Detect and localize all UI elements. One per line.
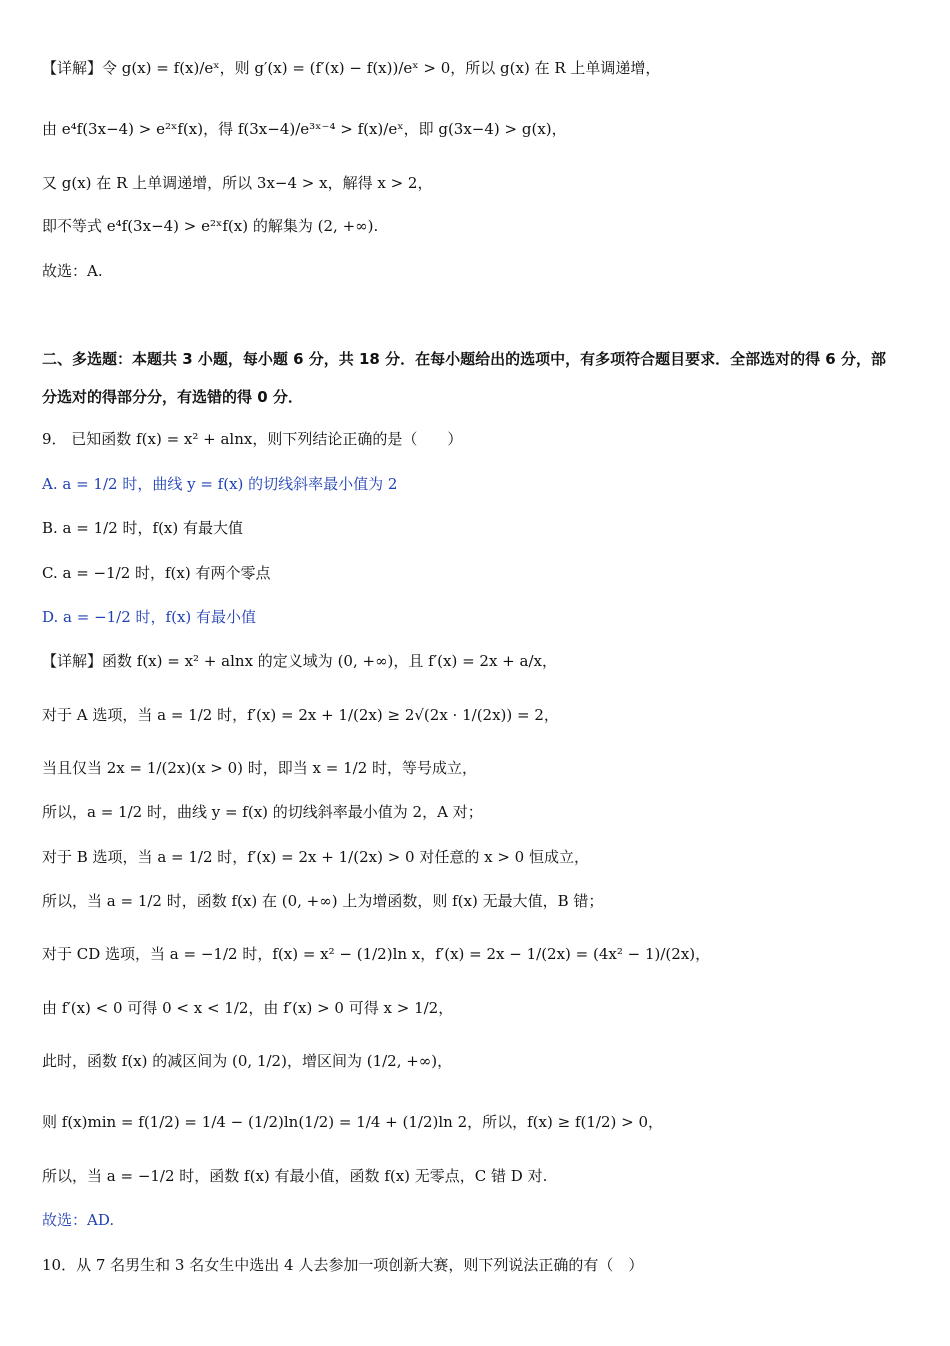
solution-line-7: 对于 CD 选项，当 a = −1/2 时，f(x) = x² − (1/2)ln x，f′(x) = 2x − 1/(2x) = (4x² − 1)/(2x)，: [42, 945, 711, 963]
section-heading-line-2: 分选对的得部分分，有选错的得 0 分．: [42, 388, 303, 406]
solution-line-2: 对于 A 选项，当 a = 1/2 时，f′(x) = 2x + 1/(2x) ≥ 2√(2x · 1/(2x)) = 2，: [42, 706, 559, 724]
solution-line-9: 此时，函数 f(x) 的减区间为 (0, 1/2)，增区间为 (1/2, +∞)，: [42, 1052, 453, 1070]
solution-line-1: 【详解】函数 f(x) = x² + alnx 的定义域为 (0, +∞)，且 f′(x) = 2x + a/x，: [42, 652, 557, 670]
solution-line-5: 对于 B 选项，当 a = 1/2 时，f′(x) = 2x + 1/(2x) > 0 对任意的 x > 0 恒成立，: [42, 848, 589, 866]
prev-solution-line-3: 又 g(x) 在 R 上单调递增，所以 3x−4 > x，解得 x > 2，: [42, 174, 433, 192]
solution-line-3: 当且仅当 2x = 1/(2x)(x > 0) 时，即当 x = 1/2 时，等号成立，: [42, 759, 478, 777]
solution-line-6: 所以，当 a = 1/2 时，函数 f(x) 在 (0, +∞) 上为增函数，则 f(x) 无最大值，B 错；: [42, 892, 604, 910]
section-heading-line-1: 二、多选题：本题共 3 小题，每小题 6 分，共 18 分．在每小题给出的选项中，有多项符合题目要求．全部选对的得 6 分，部: [42, 350, 886, 368]
solution-line-10: 则 f(x)min = f(1/2) = 1/4 − (1/2)ln(1/2) = 1/4 + (1/2)ln 2，所以，f(x) ≥ f(1/2) > 0，: [42, 1113, 663, 1131]
prev-solution-line-4: 即不等式 e⁴f(3x−4) > e²ˣf(x) 的解集为 (2, +∞).: [42, 217, 379, 235]
question-10-stem: 10．从 7 名男生和 3 名女生中选出 4 人去参加一项创新大赛，则下列说法正确的有（ ）: [42, 1256, 644, 1274]
option-c: C. a = −1/2 时，f(x) 有两个零点: [42, 564, 271, 582]
solution-line-8: 由 f′(x) < 0 可得 0 < x < 1/2，由 f′(x) > 0 可得 x > 1/2，: [42, 999, 454, 1017]
solution-answer: 故选：AD.: [42, 1211, 115, 1229]
question-9-stem: 9． 已知函数 f(x) = x² + alnx，则下列结论正确的是（ ）: [42, 430, 463, 448]
option-b: B. a = 1/2 时，f(x) 有最大值: [42, 519, 243, 537]
prev-solution-line-1: 【详解】令 g(x) = f(x)/eˣ，则 g′(x) = (f′(x) − f(x))/eˣ > 0，所以 g(x) 在 R 上单调递增，: [42, 59, 661, 77]
option-a: A. a = 1/2 时，曲线 y = f(x) 的切线斜率最小值为 2: [42, 475, 398, 493]
solution-line-11: 所以，当 a = −1/2 时，函数 f(x) 有最小值，函数 f(x) 无零点，C 错 D 对.: [42, 1167, 548, 1185]
prev-solution-line-2: 由 e⁴f(3x−4) > e²ˣf(x)，得 f(3x−4)/e³ˣ⁻⁴ > f(x)/eˣ，即 g(3x−4) > g(x)，: [42, 120, 567, 138]
solution-line-4: 所以，a = 1/2 时，曲线 y = f(x) 的切线斜率最小值为 2，A 对；: [42, 803, 483, 821]
option-d: D. a = −1/2 时，f(x) 有最小值: [42, 608, 257, 626]
prev-answer: 故选：A.: [42, 262, 103, 280]
